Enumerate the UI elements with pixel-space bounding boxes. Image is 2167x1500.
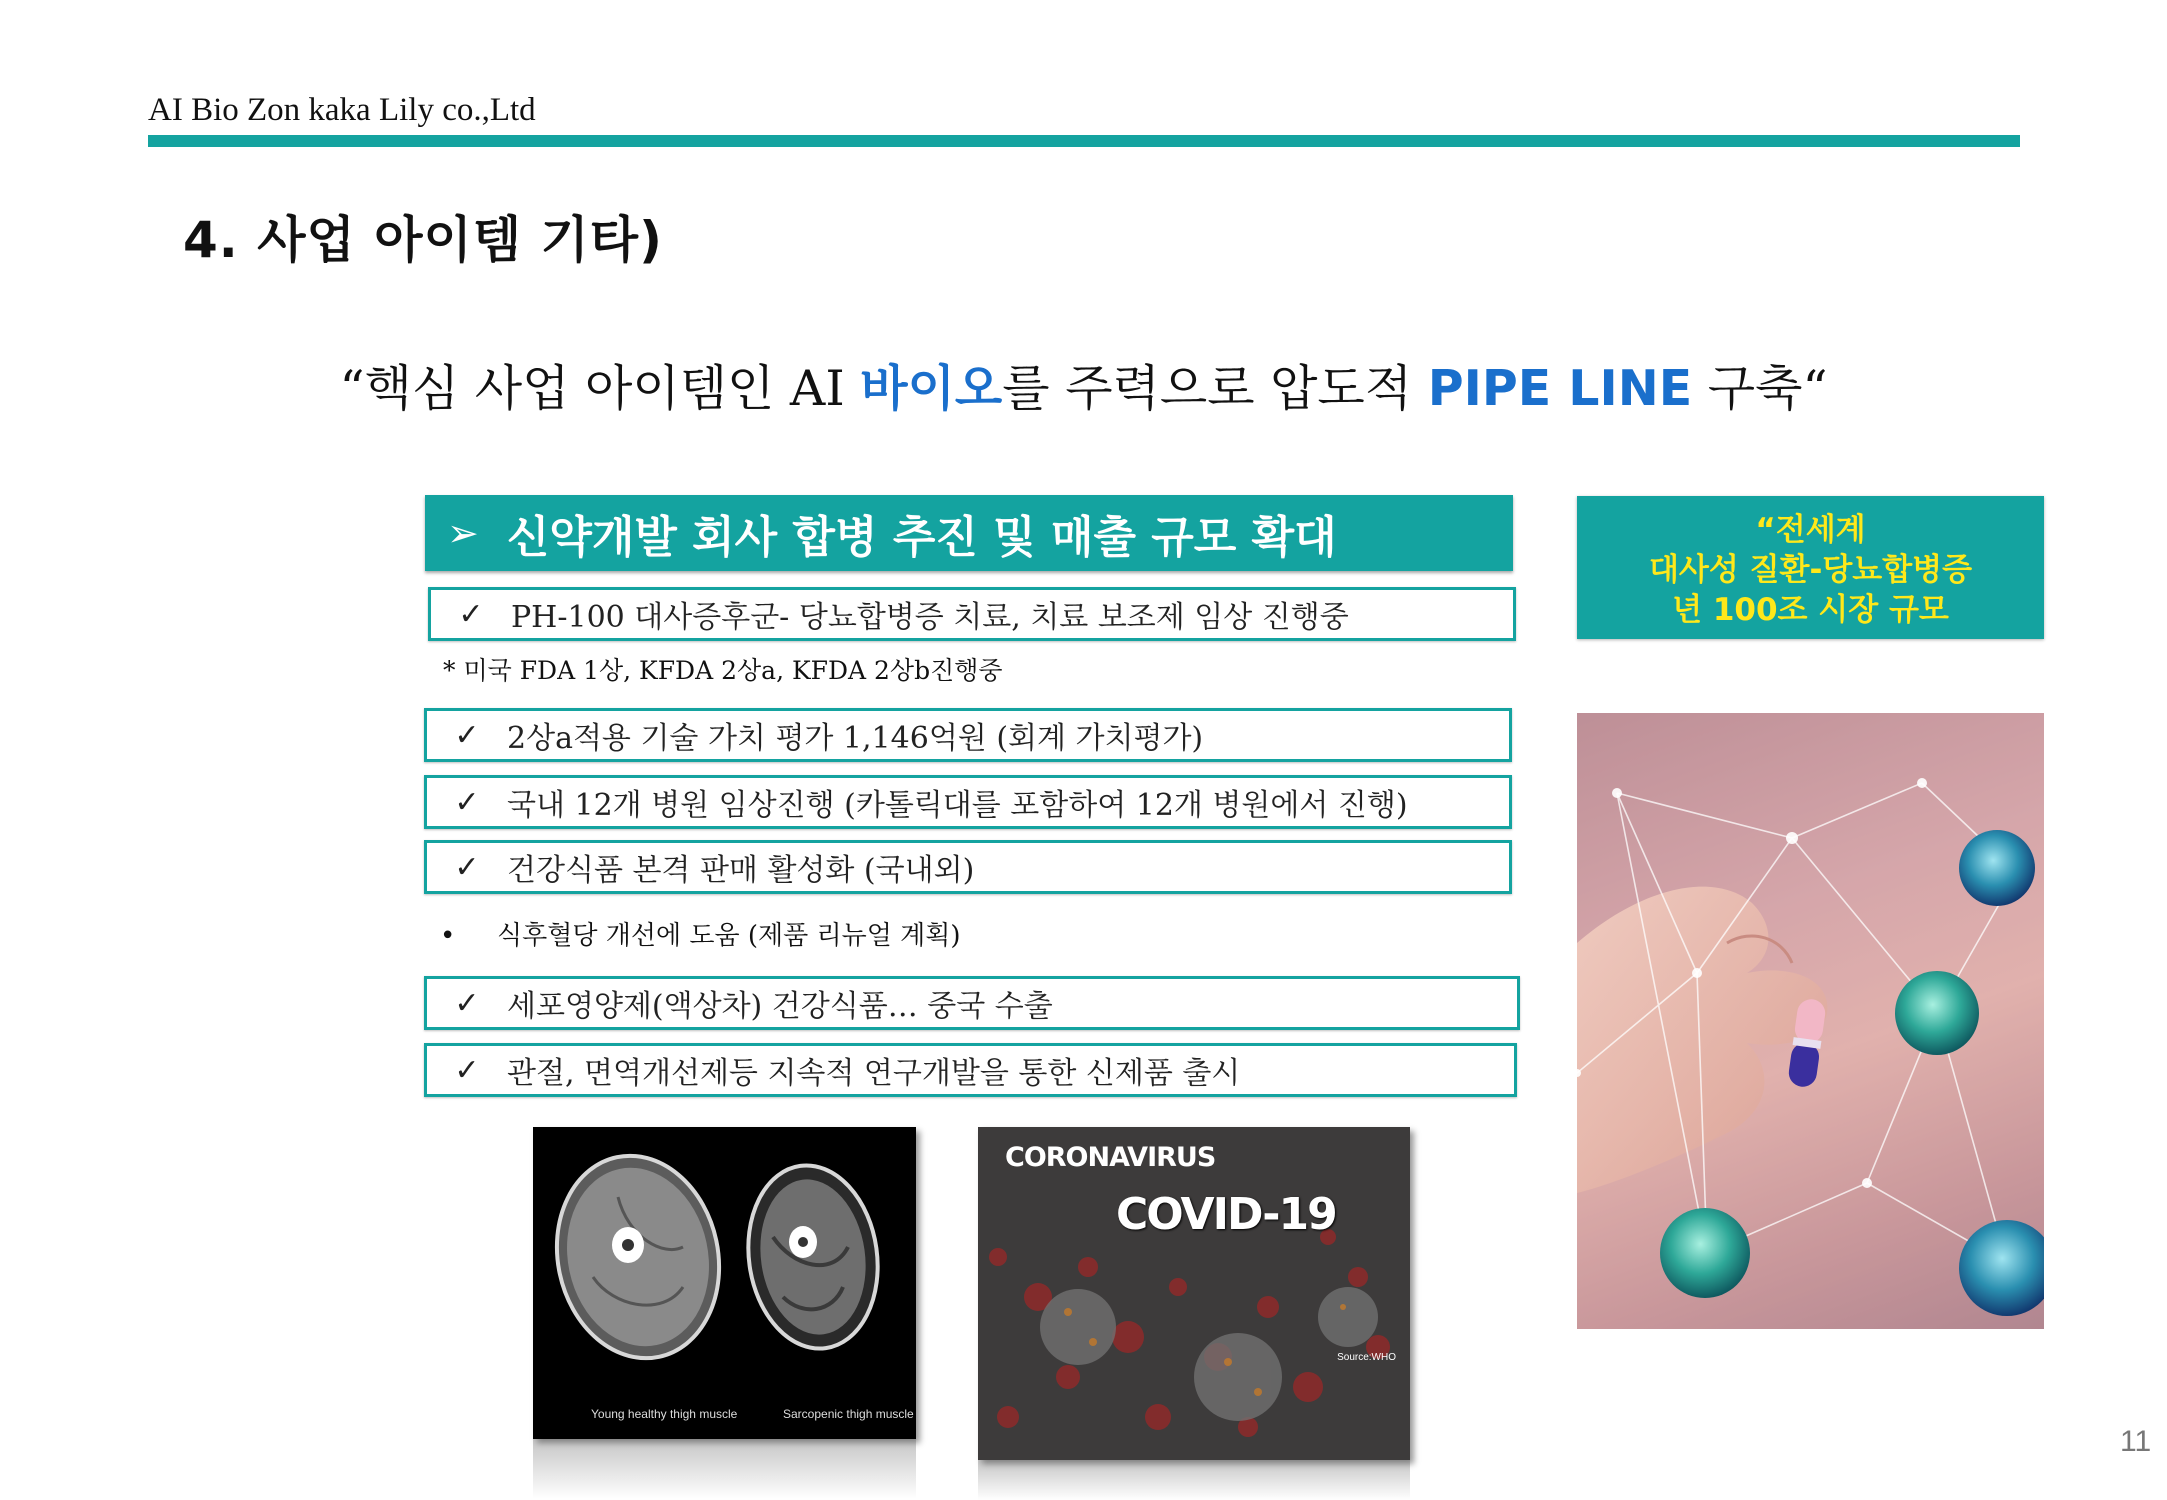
market-size-line-2: 대사성 질환-당뇨합병증 — [1648, 552, 1973, 588]
list-item — [424, 1043, 1517, 1097]
headline-pipeline-text: PIPE LINE — [1427, 360, 1693, 417]
ct-caption-right: Sarcopenic thigh muscle — [783, 1407, 914, 1421]
headline-bio-text: 바이오 — [860, 360, 1003, 417]
coronavirus-label: CORONAVIRUS — [1005, 1142, 1216, 1173]
checkmark-icon: ✓ — [458, 596, 484, 632]
list-item-text: 2상a적용 기술 가치 평가 1,146억원 (회계 가치평가) — [507, 721, 1204, 756]
market-size-line-1: “전세계 — [1755, 512, 1866, 548]
slide-title: 4. 사업 아이템 기타) — [183, 211, 663, 269]
list-item-text: PH-100 대사증후군- 당뇨합병증 치료, 치료 보조제 임상 진행중 — [511, 600, 1349, 635]
checkmark-icon: ✓ — [454, 985, 480, 1021]
list-item — [428, 587, 1516, 641]
list-item-text: 건강식품 본격 판매 활성화 (국내외) — [507, 853, 975, 888]
virus-illustration — [978, 1127, 1410, 1460]
bullet-note — [440, 915, 960, 952]
list-item — [424, 775, 1512, 829]
clinical-note: * 미국 FDA 1상, KFDA 2상a, KFDA 2상b진행중 — [443, 656, 1003, 685]
banner-text: 신약개발 회사 합병 추진 및 매출 규모 확대 — [506, 512, 1337, 563]
headline-mid-text: 를 주력으로 압도적 — [1002, 360, 1428, 417]
headline-close-text: 구축“ — [1692, 360, 1828, 417]
arrow-bullet-icon: ➢ — [447, 511, 479, 555]
covid-19-image — [978, 1127, 1410, 1460]
list-item — [424, 708, 1512, 762]
source-label: Source:WHO — [1337, 1352, 1396, 1363]
checkmark-icon: ✓ — [454, 1052, 480, 1088]
market-size-line-3: 년 100조 시장 규모 — [1672, 592, 1949, 628]
list-item — [424, 976, 1520, 1030]
covid-19-label: COVID-19 — [1116, 1189, 1336, 1240]
section-banner — [425, 495, 1513, 571]
ct-image-reflection — [533, 1439, 916, 1499]
bullet-icon: • — [440, 921, 456, 951]
page-number: 11 — [2120, 1425, 2152, 1458]
checkmark-icon: ✓ — [454, 784, 480, 820]
thigh-muscle-ct-illustration — [533, 1127, 916, 1439]
headline — [0, 350, 2167, 420]
bullet-text: 식후혈당 개선에 도움 (제품 리뉴얼 계획) — [497, 921, 961, 951]
headline-open-text: “핵심 사업 아이템인 AI — [339, 360, 861, 417]
capsule-network-image — [1577, 713, 2044, 1329]
list-item-text: 관절, 면역개선제등 지속적 연구개발을 통한 신제품 출시 — [507, 1056, 1241, 1091]
list-item-text: 세포영양제(액상차) 건강식품… 중국 수출 — [507, 989, 1053, 1024]
checkmark-icon: ✓ — [454, 849, 480, 885]
company-name: AI Bio Zon kaka Lily co.,Ltd — [148, 92, 536, 128]
thigh-muscle-ct-image — [533, 1127, 916, 1439]
list-item-text: 국내 12개 병원 임상진행 (카톨릭대를 포함하여 12개 병원에서 진행) — [507, 788, 1408, 823]
market-size-box — [1577, 496, 2044, 639]
ct-caption-left: Young healthy thigh muscle — [591, 1407, 738, 1421]
checkmark-icon: ✓ — [454, 717, 480, 753]
list-item — [424, 840, 1512, 894]
capsule-network-illustration — [1577, 713, 2044, 1329]
header-divider — [148, 135, 2020, 147]
covid-image-reflection — [978, 1460, 1410, 1500]
